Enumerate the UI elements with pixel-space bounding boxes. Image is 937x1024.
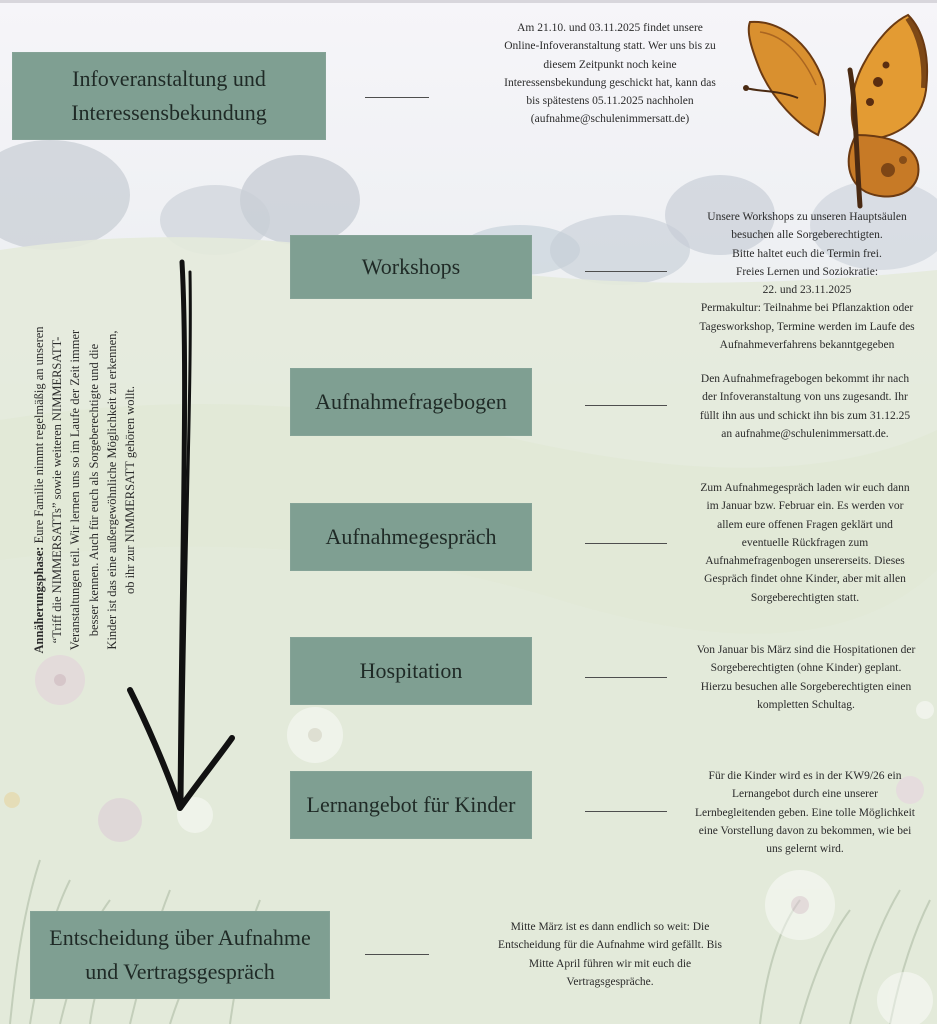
description-line: Unsere Workshops zu unseren Hauptsäulen bbox=[707, 211, 907, 223]
description-line: Permakultur: Teilnahme bei Pflanzaktion oder bbox=[700, 302, 914, 315]
description-line: Von Januar bis März sind die Hospitationen der bbox=[696, 644, 916, 656]
step-box-hospitation bbox=[290, 637, 532, 705]
connector-line bbox=[585, 271, 667, 272]
step-title-line: und Vertragsgespräch bbox=[85, 959, 275, 984]
description-line: bis spätestens 05.11.2025 nachholen bbox=[526, 95, 694, 108]
description-line: eine Vorstellung davon zu bekommen, wie bei bbox=[698, 824, 912, 837]
sidebar-label: Annäherungsphase: bbox=[32, 546, 46, 654]
description-line: besuchen alle Sorgeberechtigten. bbox=[731, 229, 883, 242]
sidebar-line-text: Eure Familie nimmt regelmäßig an unseren bbox=[32, 326, 46, 547]
step-title-line: Interessensbekundung bbox=[71, 100, 267, 125]
connector-line bbox=[585, 677, 667, 678]
description-line: diesem Zeitpunkt noch keine bbox=[543, 58, 677, 71]
connector-line bbox=[365, 954, 429, 955]
step-title: Aufnahmegespräch bbox=[325, 524, 497, 549]
step-box-lernangebot bbox=[290, 771, 532, 839]
step-title-line: Entscheidung über Aufnahme bbox=[49, 925, 311, 950]
description-line: Aufnahmeverfahrens bekanntgegeben bbox=[719, 339, 895, 352]
sidebar-line: Kinder ist das eine außergewöhnliche Möglichkeit zu erkennen, bbox=[104, 330, 119, 650]
description-line: Aufnahmefragenbogen unsererseits. Dieses bbox=[705, 555, 905, 568]
description-line: Gespräch findet ohne Kinder, aber mit allen bbox=[704, 573, 906, 586]
step-box-infoveranstaltung bbox=[12, 52, 326, 140]
description-line: Für die Kinder wird es in der KW9/26 ein bbox=[708, 770, 902, 782]
description-line: 22. und 23.11.2025 bbox=[762, 284, 852, 297]
description-line: Interessensbekundung geschickt hat, kann das bbox=[504, 76, 716, 89]
description-line: Entscheidung für die Aufnahme wird gefällt. Bis bbox=[498, 939, 722, 952]
step-description-hospitation bbox=[678, 641, 934, 714]
description-line: Mitte März ist es dann endlich so weit: Die bbox=[510, 921, 710, 933]
step-box-aufnahmegespraech bbox=[290, 503, 532, 571]
step-description-workshops bbox=[682, 208, 932, 354]
description-line: Am 21.10. und 03.11.2025 findet unsere bbox=[517, 22, 703, 34]
description-line: kompletten Schultag. bbox=[757, 698, 855, 711]
connector-line bbox=[585, 405, 667, 406]
step-title: Workshops bbox=[361, 254, 461, 279]
connector-line bbox=[585, 543, 667, 544]
step-box-aufnahmefragebogen bbox=[290, 368, 532, 436]
step-box-workshops bbox=[290, 235, 532, 299]
step-box-entscheidung bbox=[30, 911, 330, 999]
description-line: Hierzu besuchen alle Sorgeberechtigten einen bbox=[700, 680, 912, 693]
description-line: Freies Lernen und Soziokratie: bbox=[735, 265, 879, 278]
description-line: Online-Infoveranstaltung statt. Wer uns bis zu bbox=[504, 40, 716, 53]
step-description-entscheidung bbox=[470, 918, 750, 991]
sidebar-line: besser kennen. Auch für euch als Sorgeberechtigte und die bbox=[86, 343, 101, 637]
description-line: im Januar bzw. Februar ein. Es werden vor bbox=[706, 500, 904, 513]
description-line: uns gelernt wird. bbox=[766, 843, 844, 856]
sidebar-line: “Triff die NIMMERSATTs” sowie weiteren NIMMERSATT- bbox=[50, 336, 65, 644]
description-line: Sorgeberechtigten statt. bbox=[750, 591, 860, 604]
step-title: Lernangebot für Kinder bbox=[306, 792, 516, 817]
step-title-line: Infoveranstaltung und bbox=[72, 66, 266, 91]
description-line: Den Aufnahmefragebogen bekommt ihr nach bbox=[700, 373, 910, 385]
connector-line bbox=[365, 97, 429, 98]
sidebar-line: ob ihr zur NIMMERSATT gehören wollt. bbox=[123, 385, 138, 595]
description-line: (aufnahme@schulenimmersatt.de) bbox=[530, 113, 690, 126]
description-line: eventuelle Rückfragen zum bbox=[741, 536, 869, 549]
sidebar-line bbox=[30, 310, 48, 670]
step-description-aufnahmegespraech bbox=[680, 479, 930, 607]
step-description-infoveranstaltung bbox=[470, 19, 750, 129]
description-line: der Infoveranstaltung von uns zugesandt. Ihr bbox=[702, 391, 908, 404]
description-line: Sorgeberechtigten (ohne Kinder) geplant. bbox=[710, 662, 902, 675]
step-description-aufnahmefragebogen bbox=[680, 370, 930, 443]
description-line: Mitte April führen wir mit euch die bbox=[528, 957, 692, 970]
description-line: Tagesworkshop, Termine werden im Laufe des bbox=[699, 320, 915, 333]
step-title: Aufnahmefragebogen bbox=[315, 389, 507, 414]
description-line: Bitte haltet euch die Termin frei. bbox=[732, 247, 882, 260]
description-line: Zum Aufnahmegespräch laden wir euch dann bbox=[700, 482, 910, 494]
description-line: Vertragsgespräche. bbox=[566, 975, 654, 988]
step-title: Hospitation bbox=[359, 658, 463, 683]
sidebar-line: Veranstaltungen teil. Wir lernen uns so im Laufe der Zeit immer bbox=[68, 329, 83, 651]
description-line: Lernbegleitenden geben. Eine tolle Möglichkeit bbox=[694, 806, 916, 819]
connector-line bbox=[585, 811, 667, 812]
description-line: allem eure offenen Fragen geklärt und bbox=[717, 518, 893, 531]
step-description-lernangebot bbox=[680, 767, 930, 858]
description-line: an aufnahme@schulenimmersatt.de. bbox=[721, 427, 889, 440]
description-line: Lernangebot durch eine unserer bbox=[732, 788, 878, 801]
description-line: füllt ihn aus und schickt ihn bis zum 31.12.25 bbox=[699, 409, 911, 422]
butterfly-icon bbox=[738, 10, 934, 210]
down-arrow-icon bbox=[120, 250, 250, 830]
